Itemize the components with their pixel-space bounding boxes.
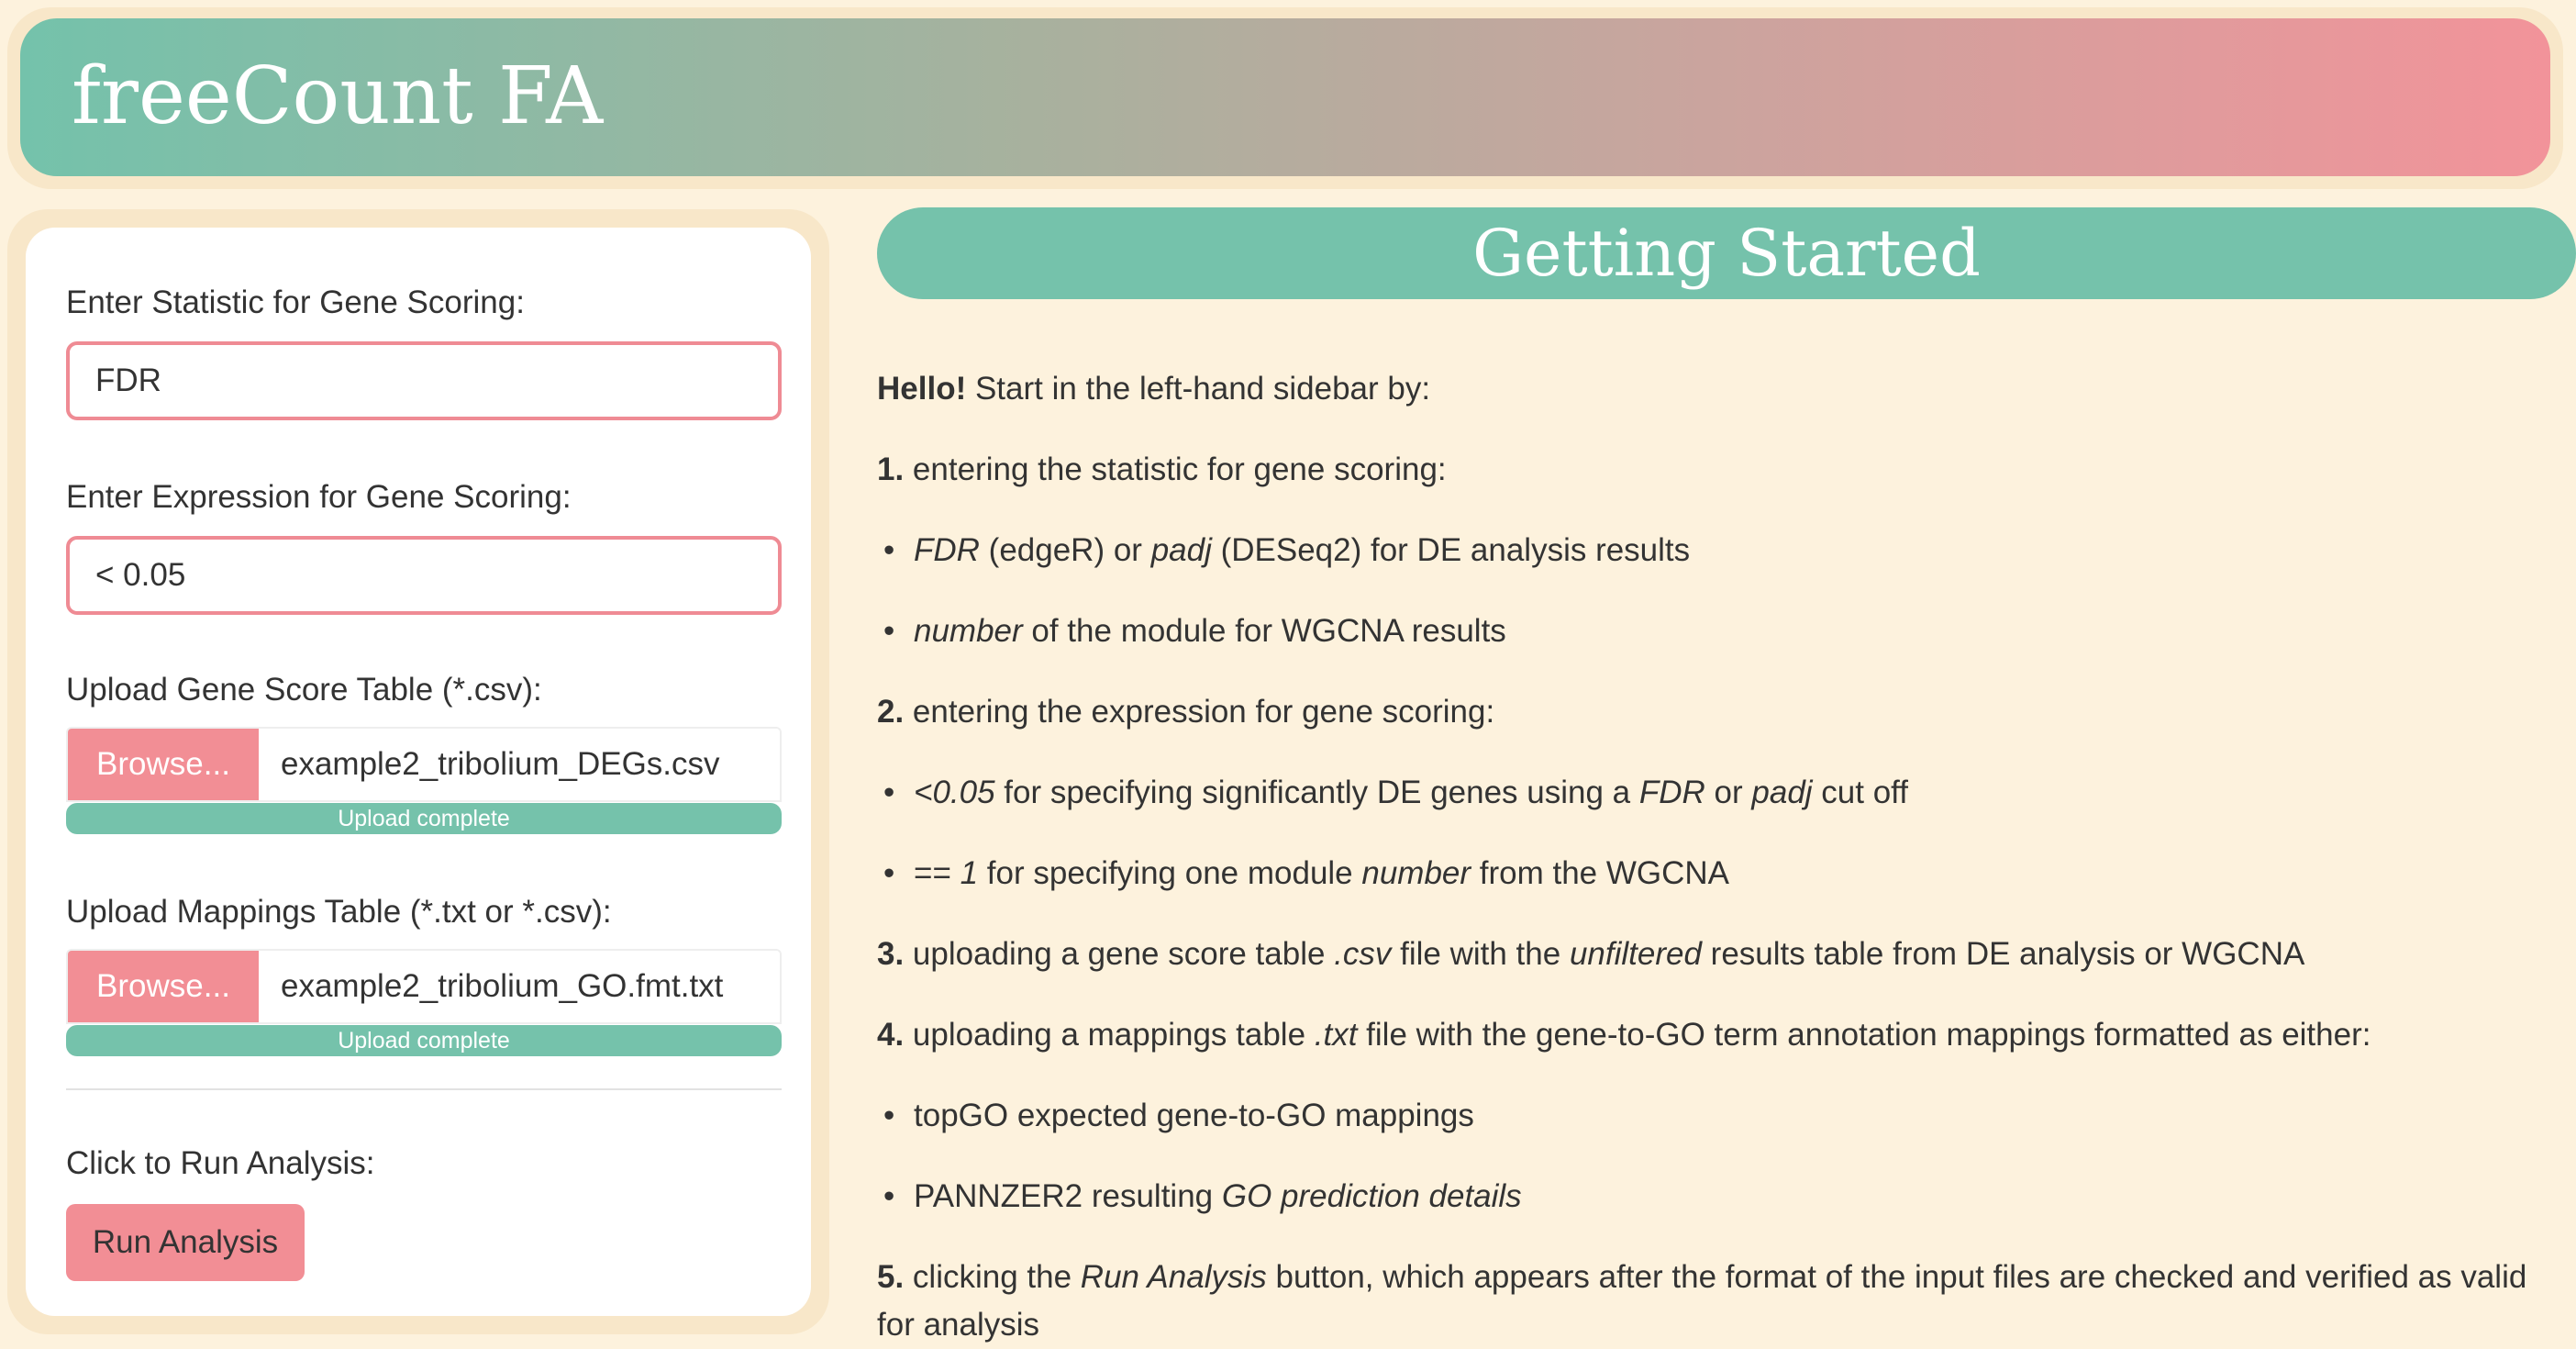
run-analysis-button[interactable]: Run Analysis [66,1204,305,1281]
mappings-file-input[interactable] [66,949,782,1024]
mappings-upload-progress [66,1025,782,1056]
sidebar-divider [66,1088,782,1090]
bullet-cutoff: • <0.05 for specifying significantly DE genes using a FDR or padj cut off [914,769,1908,817]
mappings-upload-status: Upload complete [338,1027,510,1054]
step-2: 2. entering the expression for gene scoring: [877,694,1495,730]
run-analysis-label: Click to Run Analysis: [66,1145,375,1181]
bullet-module-number: • number of the module for WGCNA results [914,608,1506,655]
statistic-input[interactable] [66,341,782,420]
step-5: 5. clicking the Run Analysis button, which appears after the format of the input files are checked and verified as valid [877,1259,2527,1295]
gene-score-file-input[interactable] [66,727,782,802]
app-title: freeCount FA [72,50,604,142]
gene-score-filename: example2_tribolium_DEGs.csv [259,729,780,800]
intro-text: Start in the left-hand sidebar by: [966,371,1431,407]
mappings-browse-button[interactable]: Browse... [68,951,259,1022]
statistic-label: Enter Statistic for Gene Scoring: [66,284,525,320]
mappings-filename: example2_tribolium_GO.fmt.txt [259,951,780,1022]
mappings-upload-label: Upload Mappings Table (*.txt or *.csv): [66,894,612,930]
sidebar-panel [26,228,811,1316]
bullet-topgo: • topGO expected gene-to-GO mappings [914,1092,1474,1140]
step-5-continued: for analysis [877,1307,1040,1343]
sidebar-frame [7,209,829,1334]
header-banner [20,18,2550,176]
gene-score-upload-progress [66,803,782,834]
step-4: 4. uploading a mappings table .txt file with the gene-to-GO term annotation mappings formatted as either: [877,1017,2371,1053]
gene-score-upload-status: Upload complete [338,805,510,831]
step-1: 1. entering the statistic for gene scoring: [877,452,1447,487]
expression-label: Enter Expression for Gene Scoring: [66,479,572,515]
bullet-pannzer2: • PANNZER2 resulting GO prediction details [914,1173,1522,1221]
gene-score-browse-button[interactable]: Browse... [68,729,259,800]
bullet-fdr: • FDR (edgeR) or padj (DESeq2) for DE analysis results [914,527,1690,574]
intro-line [877,365,1430,413]
intro-bold: Hello! [877,371,967,407]
header-frame [7,7,2563,189]
getting-started-banner [877,207,2576,299]
gene-score-upload-label: Upload Gene Score Table (*.csv): [66,672,542,708]
page-title: Getting Started [1472,216,1981,291]
expression-input[interactable] [66,536,782,615]
step-3: 3. uploading a gene score table .csv file with the unfiltered results table from DE analysis or WGCNA [877,936,2305,972]
bullet-module-select: • == 1 for specifying one module number from the WGCNA [914,850,1729,897]
